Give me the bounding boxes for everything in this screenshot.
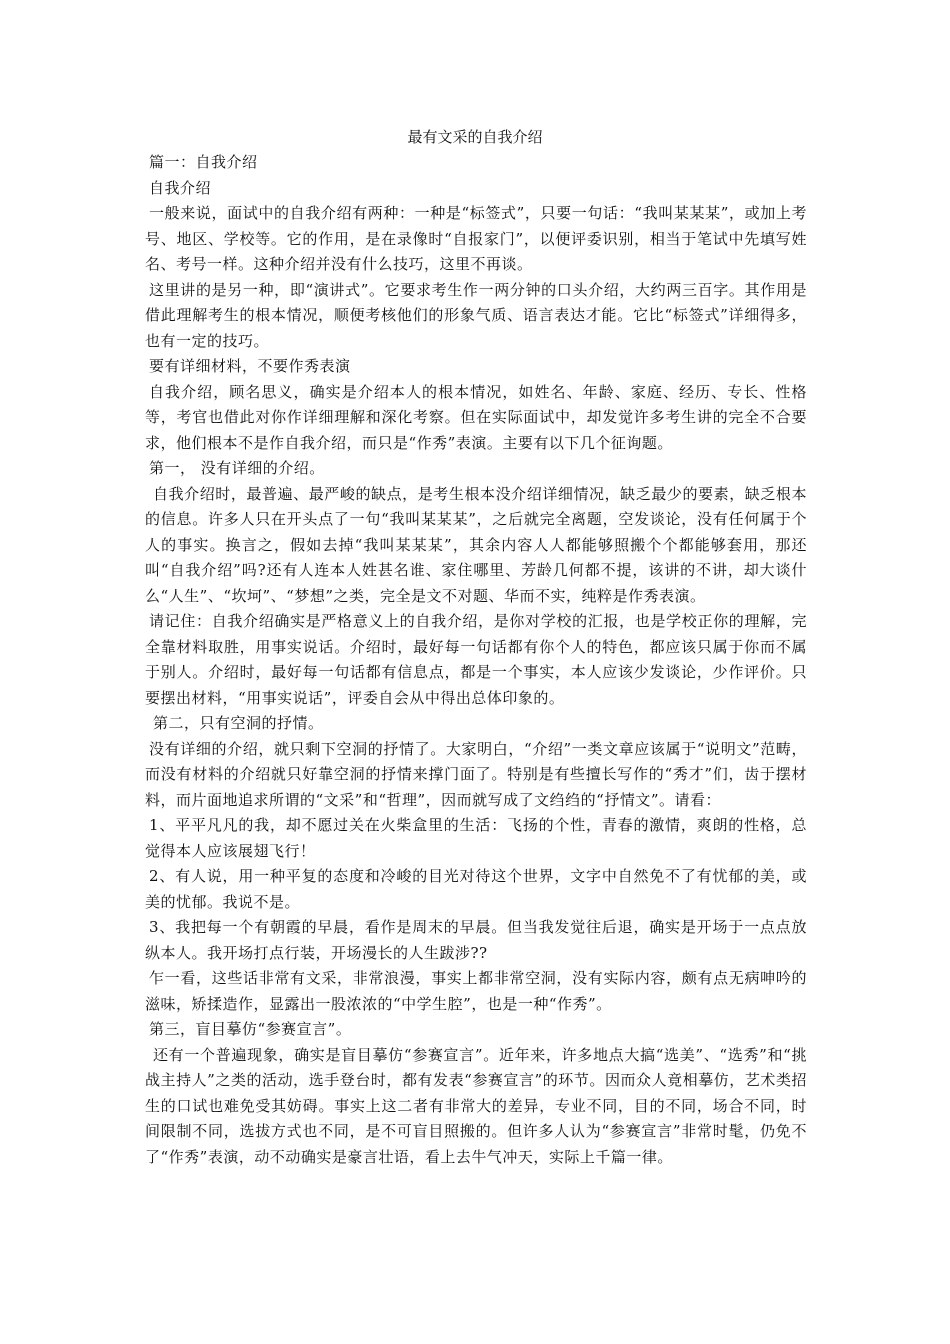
- section-heading: 篇一：自我介绍: [149, 153, 258, 171]
- subsection-heading: 自我介绍: [149, 178, 212, 197]
- subsection-heading: 要有详细材料，不要作秀表演: [149, 357, 351, 375]
- body-paragraph: 这里讲的是另一种，即“演讲式”。它要求考生作一两分钟的口头介绍，大约两三百字。其作用是借此理解考生的根本情况，顺便考核他们的形象气质、语言表达才能。它比“标签式”详细得多，也有一定的技巧。: [145, 280, 807, 350]
- body-paragraph: 还有一个普遍现象，确实是盲目摹仿“参赛宣言”。近年来，许多地点大搞“选美”、“选秀”和“挑战主持人”之类的活动，选手登台时，都有发表“参赛宣言”的环节。因而众人竟相摹仿，艺术类招生的口试也难免受其妨碍。事实上这二者有非常大的差异，专业不同，目的不同，场合不同，时间限制不同，选拔方式也不同，是不可盲目照搬的。但许多人认为“参赛宣言”非常时髦，仍免不了“作秀”表演，动不动确实是豪言壮语，看上去牛气冲天，实际上千篇一律。: [145, 1045, 807, 1166]
- point-heading: 第二，只有空洞的抒情。: [153, 714, 324, 732]
- point-heading: 第一， 没有详细的介绍。: [149, 459, 325, 477]
- body-paragraph: 一般来说，面试中的自我介绍有两种：一种是“标签式”，只要一句话：“我叫某某某”，或加上考号、地区、学校等。它的作用，是在录像时“自报家门”，以便评委识别，相当于笔试中先填写姓名、考号一样。这种介绍并没有什么技巧，这里不再谈。: [145, 204, 807, 273]
- body-paragraph: 乍一看，这些话非常有文采，非常浪漫，事实上都非常空洞，没有实际内容，颇有点无病呻吟的滋味，矫揉造作，显露出一股浓浓的“中学生腔”，也是一种“作秀”。: [145, 969, 807, 1013]
- point-heading: 第三，盲目摹仿“参赛宣言”。: [149, 1020, 352, 1038]
- body-paragraph: 没有详细的介绍，就只剩下空洞的抒情了。大家明白，“介绍”一类文章应该属于“说明文”范畴，而没有材料的介绍就只好靠空洞的抒情来撑门面了。特别是有些擅长写作的“秀才”们，齿于摆材料，而片面地追求所谓的“文采”和“哲理”，因而就写成了文绉绉的“抒情文”。请看：: [145, 739, 807, 809]
- list-item: 3、我把每一个有朝霞的早晨，看作是周末的早晨。但当我发觉往后退，确实是开场于一点点放纵本人。我开场打点行装，开场漫长的人生跋涉??: [145, 918, 807, 962]
- document-body: [145, 150, 807, 1170]
- body-paragraph: 自我介绍，顾名思义，确实是介绍本人的根本情况，如姓名、年龄、家庭、经历、专长、性格等，考官也借此对你作详细理解和深化考察。但在实际面试中，却发觉许多考生讲的完全不合要求，他们根本不是作自我介绍，而只是“作秀”表演。主要有以下几个征询题。: [145, 382, 807, 452]
- list-item: 2、有人说，用一种平复的态度和冷峻的目光对待这个世界，文字中自然免不了有忧郁的美，或美的忧郁。我说不是。: [145, 867, 807, 911]
- document-title: 最有文采的自我介绍: [407, 128, 543, 146]
- body-paragraph: 请记住：自我介绍确实是严格意义上的自我介绍，是你对学校的汇报，也是学校正你的理解，完全靠材料取胜，用事实说话。介绍时，最好每一句话都有你个人的特色，都应该只属于你而不属于别人。介绍时，最好每一句话都有信息点，都是一个事实，本人应该少发谈论，少作评价。只要摆出材料，“用事实说话”，评委自会从中得出总体印象的。: [145, 612, 807, 707]
- list-item: 1、平平凡凡的我，却不愿过关在火柴盒里的生活：飞扬的个性，青春的激情，爽朗的性格，总觉得本人应该展翅飞行！: [145, 816, 807, 860]
- body-paragraph: 自我介绍时，最普遍、最严峻的缺点，是考生根本没介绍详细情况，缺乏最少的要素，缺乏根本的信息。许多人只在开头点了一句“我叫某某某”，之后就完全离题，空发谈论，没有任何属于个人的事实。换言之，假如去掉“我叫某某某”，其余内容人人都能够照搬个个都能够套用，那还叫“自我介绍”吗?还有人连本人姓甚名谁、家住哪里、芳龄几何都不提，该讲的不讲，却大谈什么“人生”、“坎坷”、“梦想”之类，完全是文不对题、华而不实，纯粹是作秀表演。: [145, 484, 807, 605]
